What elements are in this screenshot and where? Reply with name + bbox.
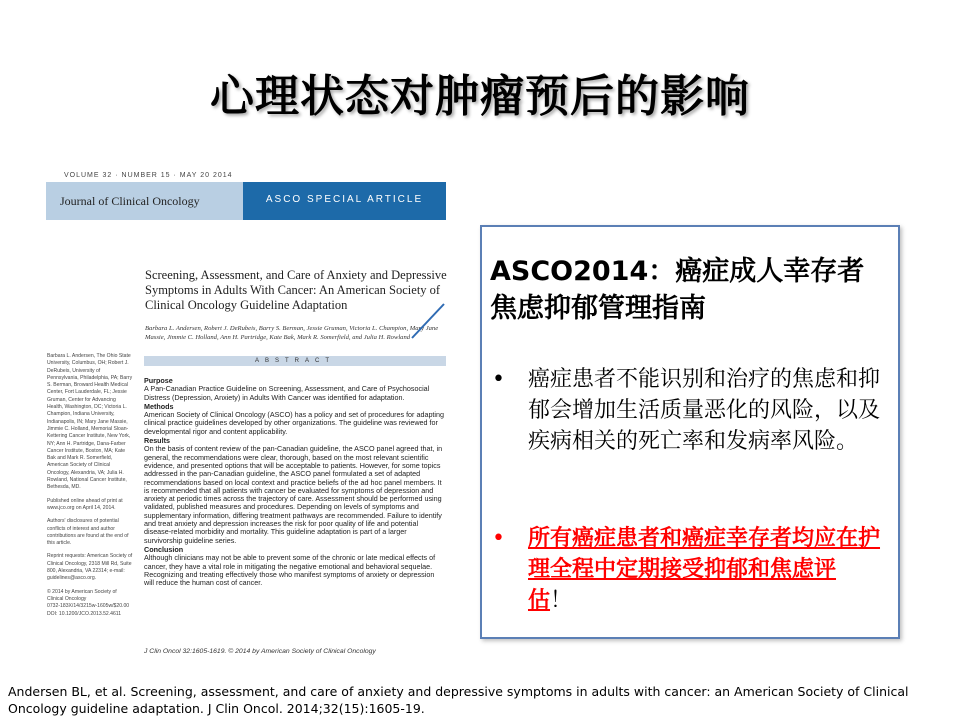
copyright-text: © 2014 by American Society of Clinical Oncology [47,588,117,602]
methods-text: American Society of Clinical Oncology (ASCO) has a policy and set of procedures for adapting clinical practice guidelines developed by other organizations. The guideline was reviewed for developmental rigor and content applicability. [144,410,445,436]
results-text: On the basis of content review of the pan-Canadian guideline, the ASCO panel agreed that, in general, the recommendations were clear, thorough, based on the most relevant scientific evidence, and presented options that will be acceptable to patients. However, for some topics addressed in the pan-Canadian guideline, the ASCO panel formulated a set of adapted recommendations based on local context and practice beliefs of the ad hoc panel members. It is recommended that all patients with cancer be evaluated for symptoms of depression and anxiety at periodic times across the trajectory of care. Assessment should be performed using validated, published measures and procedures. Depending on levels of symptoms and supplementary information, differing treatment pathways are recommended. Failure to identify and treat anxiety and depression increases the risk for poor quality of life and potential disease-related morbidity and mortality. This guideline adaptation is part of a larger survivorship guideline series. [144,444,443,545]
abstract-body [144,376,446,588]
guideline-title: ASCO2014：癌症成人幸存者焦虑抑郁管理指南 [490,256,865,324]
volume-line: VOLUME 32 · NUMBER 15 · MAY 20 2014 [64,172,233,179]
affiliations-sidebar [47,353,133,618]
bullet-text [528,523,880,616]
reference-citation: Andersen BL, et al. Screening, assessment, and care of anxiety and depressive symptoms in adults with cancer: an American Society of Clinical Oncology guideline adaptation. J Clin Oncol. 2014;32(15):1605-19. [8,684,909,716]
guideline-info-box [480,225,900,639]
affiliations-text: Barbara L. Andersen, The Ohio State University, Columbus, OH; Robert J. DeRubeis, University of Pennsylvania, Philadelphia, PA; Barry S. Berman, Broward Health Medical Center, Fort Lauderdale, FL; Jessie Gruman, Center for Advancing Health, Washington, DC; Victoria L. Champion, Indiana University, Indianapolis, IN; Mary Jane Massie, Jimmie C. Holland, Memorial Sloan-Kettering Cancer Institute, New York, NY; Ann H. Partridge, Dana-Farber Cancer Institute, Boston, MA; Kate Bak and Mark R. Somerfield, American Society of Clinical Oncology, Alexandria, VA; Julia H. Rowland, National Cancer Institute, Bethesda, MD. [47,353,133,491]
methods-heading: Methods [144,401,174,411]
results-heading: Results [144,436,170,446]
purpose-heading: Purpose [144,376,173,385]
article-thumbnail [46,170,450,670]
purpose-text: A Pan-Canadian Practice Guideline on Screening, Assessment, and Care of Psychosocial Distress (Depression, Anxiety) in Adults With Cancer was identified for adaptation. [144,384,430,402]
conclusion-heading: Conclusion [144,544,184,554]
highlight-tail: ！ [550,588,573,613]
published-online-text: Published online ahead of print at www.jco.org on April 14, 2014. [47,497,123,511]
bullet-dot: • [492,367,505,392]
doi-text: DOI: 10.1200/JCO.2013.52.4611 [47,610,122,617]
slide-title: 心理状态对肿瘤预后的影响 [210,71,750,122]
bullet-dot: • [492,526,505,551]
highlight-text: 所有癌症患者和癌症幸存者均应在护理全程中定期接受抑郁和焦虑评估 [528,526,881,613]
disclosures-text: Authors' disclosures of potential conflicts of interest and author contributions are found at the end of this article. [47,518,129,547]
issn-text: 0732-183X/14/3215w-1605w/$20.00 [47,603,130,610]
conclusion-text: Although clinicians may not be able to prevent some of the chronic or late medical effects of cancer, they have a vital role in mitigating the negative emotional and behavioral sequelae. Recognizing and treating effectively those who manifest symptoms of anxiety or depression will reduce the human cost of cancer. [144,553,436,588]
bullet-text: 癌症患者不能识别和治疗的焦虑和抑郁会增加生活质量恶化的风险，以及疾病相关的死亡率和发病率风险。 [528,367,881,454]
article-authors: Barbara L. Andersen, Robert J. DeRubeis, Barry S. Berman, Jessie Gruman, Victoria L. Champion, Mary Jane Massie, Jimmie C. Holland, Ann H. Partridge, Kate Bak, Mark R. Somerfield, and Julia H. Rowland [145,325,439,341]
article-title: Screening, Assessment, and Care of Anxiety and Depressive Symptoms in Adults With Cancer: An American Society of Clinical Oncology Guideline Adaptation [145,268,447,312]
abstract-bar: ABSTRACT [144,356,446,366]
reprint-text: Reprint requests: American Society of Clinical Oncology, 2318 Mill Rd, Suite 800, Alexandria, VA 22314; e-mail: guidelines@asco.org. [47,553,133,582]
article-citation: J Clin Oncol 32:1605-1619. © 2014 by American Society of Clinical Oncology [144,648,376,655]
special-article-label: ASCO SPECIAL ARTICLE [265,194,424,205]
journal-name: Journal of Clinical Oncology [60,194,200,208]
